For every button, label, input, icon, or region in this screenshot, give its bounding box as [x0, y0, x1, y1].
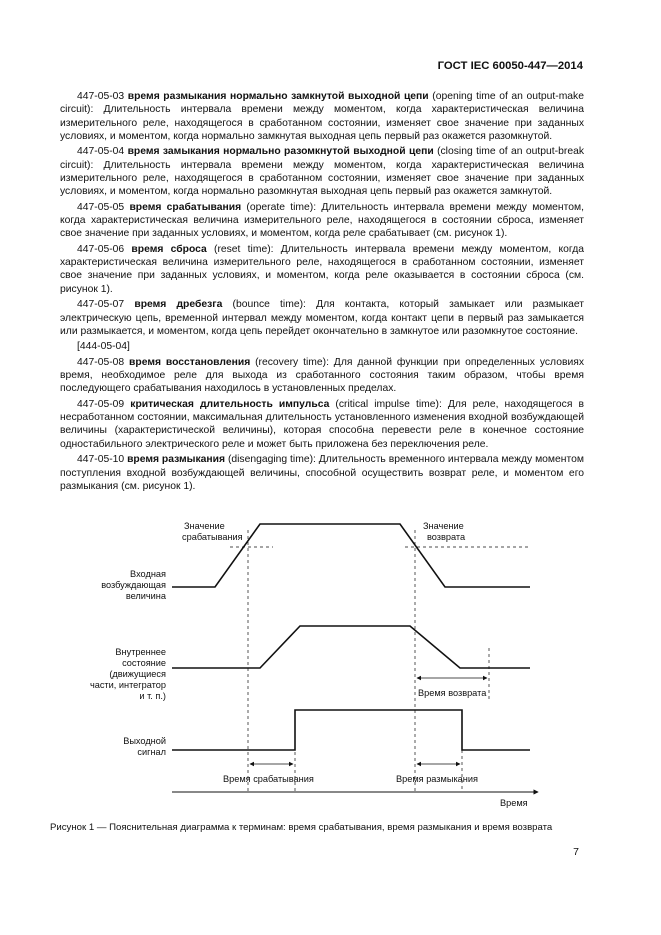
output-signal-waveform — [172, 710, 530, 750]
paragraph-447-05-10: 447-05-10 время размыкания (disengaging time): Длительность временного интервала между моментом поступления входной возбуждающей величины, способной осуществить возврат реле, и моментом его размыкания (см. рисунок 1). — [60, 454, 584, 492]
time-axis-label: Время — [500, 798, 528, 808]
paragraph-447-05-05: 447-05-05 время срабатывания (operate time): Длительность интервала времени между моментом, когда характеристическая величина измерительного реле, находящегося в состоянии сброса, изменяет свое значение при заданных условиях, и моментом, когда реле срабатывает (см. рисунок 1). — [60, 201, 584, 240]
internal-state-waveform — [172, 626, 530, 668]
timing-diagram — [60, 500, 550, 820]
operate-time-label: Время срабатывания — [223, 774, 314, 784]
body-text — [60, 90, 584, 495]
paragraph-447-05-08: 447-05-08 время восстановления (recovery time): Для данной функции при определенных условиях время, необходимое реле для выхода из сработанного состояния таким образом, чтобы время последующего срабатывания находилось в установленных пределах. — [60, 356, 585, 395]
paragraph-447-05-07: 447-05-07 время дребезга (bounce time): Для контакта, который замыкает или размыкает электрическую цепь, временной интервал между моментом, когда контакт цепи в первый раз замыкается или размыкается, и моментом, когда цепь перейдет окончательно в замкнутое или разомкнутое состояние. — [60, 299, 585, 337]
paragraph-reference: [444-05-04] — [77, 341, 130, 353]
internal-state-label: Внутреннее состояние (движущиеся части, интегратор и т. п.) — [89, 647, 166, 701]
pickup-value-label: Значение срабатывания — [182, 521, 243, 542]
figure-caption: Рисунок 1 — Пояснительная диаграмма к терминам: время срабатывания, время размыкания и время возврата — [50, 822, 553, 833]
document-header: ГОСТ IEC 60050-447—2014 — [437, 60, 583, 72]
output-signal-label: Выходной сигнал — [123, 736, 166, 757]
paragraph-447-05-06: 447-05-06 время сброса (reset time): Длительность интервала времени между моментом, когда характеристическая величина измерительного реле, находящегося в сработанном состоянии, изменяет свое значение при заданных условиях, и моментом, когда реле оказывается в состоянии сброса (см. рисунок 1). — [60, 243, 584, 295]
dropout-value-label: Значение возврата — [423, 521, 466, 542]
disengage-time-label: Время размыкания — [396, 774, 478, 784]
paragraph-447-05-03: 447-05-03 время размыкания нормально замкнутой выходной цепи (opening time of an output-make circuit): Длительность интервала времени между моментом, когда характеристическая величина измерительного реле, находящегося в сработанном состоянии, изменяет свое значение при заданных условиях, и моментом, когда нормально замкнутая выходная цепь первый раз окажется разомкнутой. — [60, 91, 584, 142]
paragraph-447-05-04: 447-05-04 время замыкания нормально разомкнутой выходной цепи (closing time of an output-break circuit): Длительность интервала времени между моментом, когда характеристическая величина измерительного реле, находящегося в сработанном состоянии, изменяет свое значение при заданных условиях, и моментом, когда нормально разомкнутая выходная цепь первый раз окажется замкнутой. — [60, 146, 584, 198]
input-quantity-label: Входная возбуждающая величина — [101, 569, 166, 601]
paragraph-447-05-09: 447-05-09 критическая длительность импульса (critical impulse time): Для реле, находящегося в несработанном состоянии, максимальная длительность установленного изменения входной возбуждающей величины (характеристической величины), которая способна перевести реле в конечное состояние одностабильного электрического реле и может быть приложена без переключения реле. — [60, 398, 585, 450]
reset-time-label: Время возврата — [418, 688, 487, 698]
page-number: 7 — [573, 846, 579, 858]
